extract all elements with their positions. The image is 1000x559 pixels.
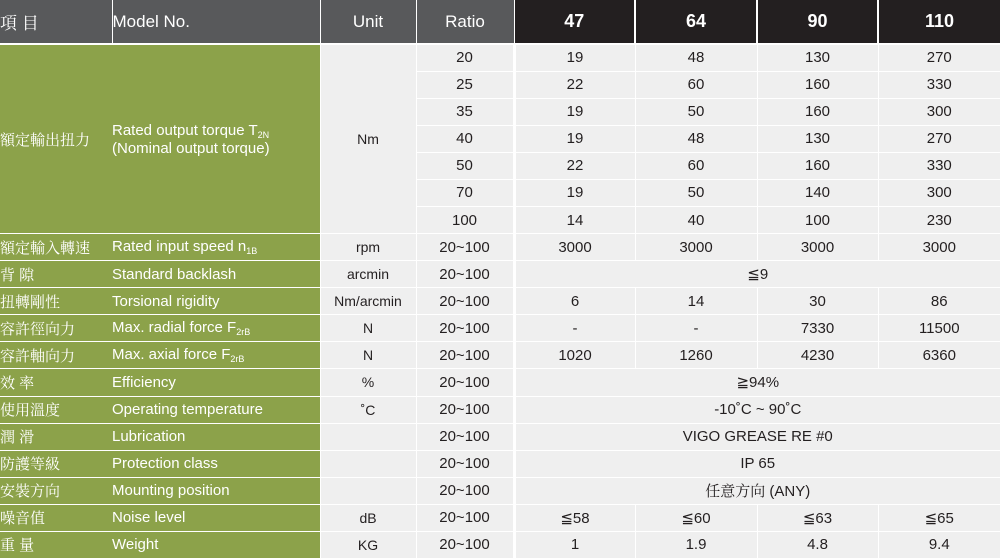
value-cell: 330: [878, 152, 1000, 179]
spec-label-en-text: Efficiency: [112, 373, 176, 391]
spec-label-en: [112, 369, 320, 396]
spec-unit: rpm: [320, 234, 416, 261]
spec-label-zh: 容許軸向力: [0, 342, 112, 369]
spec-label-en: [112, 261, 320, 288]
value-cell: 50: [635, 179, 757, 206]
value-cell: 270: [878, 44, 1000, 71]
spec-label-en-sub: 2rB: [230, 354, 245, 365]
spec-row: [0, 369, 1000, 396]
ratio-cell: 35: [416, 98, 514, 125]
spec-label-en-text: Weight: [112, 536, 159, 554]
torque-label-zh: 額定輸出扭力: [0, 44, 112, 234]
spec-label-zh: 效 率: [0, 369, 112, 396]
ratio-cell: 20~100: [416, 342, 514, 369]
spec-row: [0, 288, 1000, 315]
ratio-cell: 50: [416, 152, 514, 179]
value-cell: 230: [878, 206, 1000, 233]
value-cell: 19: [514, 179, 635, 206]
spec-label-en-text: Operating temperature: [112, 401, 263, 419]
header-unit: Unit: [320, 0, 416, 44]
ratio-cell: 100: [416, 206, 514, 233]
spec-label-zh: 使用溫度: [0, 396, 112, 423]
value-cell: 30: [757, 288, 878, 315]
spec-row: [0, 396, 1000, 423]
spec-label-zh: 背 隙: [0, 261, 112, 288]
value-cell: 48: [635, 44, 757, 71]
value-cell: 160: [757, 152, 878, 179]
value-cell: 3000: [635, 234, 757, 261]
value-cell: 6: [514, 288, 635, 315]
spec-label-zh: 安裝方向: [0, 477, 112, 504]
header-ratio: Ratio: [416, 0, 514, 44]
spec-label-zh: 潤 滑: [0, 423, 112, 450]
spec-label-zh: 容許徑向力: [0, 315, 112, 342]
value-cell: 40: [635, 206, 757, 233]
value-cell: 86: [878, 288, 1000, 315]
ratio-cell: 20: [416, 44, 514, 71]
spec-label-en: [112, 531, 320, 558]
value-cell: -: [635, 315, 757, 342]
value-cell: 7330: [757, 315, 878, 342]
value-cell: 9.4: [878, 531, 1000, 558]
spec-label-en-text: Max. radial force F: [112, 319, 237, 337]
torque-unit: Nm: [320, 44, 416, 234]
ratio-cell: 20~100: [416, 369, 514, 396]
header-model-90: 90: [757, 0, 878, 44]
value-cell: 22: [514, 152, 635, 179]
spec-row: [0, 261, 1000, 288]
spec-row: [0, 531, 1000, 558]
value-cell: 14: [635, 288, 757, 315]
ratio-cell: 20~100: [416, 396, 514, 423]
value-cell: 19: [514, 98, 635, 125]
value-cell: 4.8: [757, 531, 878, 558]
ratio-cell: 20~100: [416, 531, 514, 558]
header-model-47: 47: [514, 0, 635, 44]
spec-label-en-text: Rated input speed n: [112, 238, 247, 256]
value-cell: -: [514, 315, 635, 342]
value-cell: 48: [635, 125, 757, 152]
value-cell: 6360: [878, 342, 1000, 369]
spec-label-en: [112, 396, 320, 423]
value-cell: 50: [635, 98, 757, 125]
spec-label-en-text: Protection class: [112, 455, 218, 473]
spec-unit: arcmin: [320, 261, 416, 288]
value-cell: 300: [878, 98, 1000, 125]
spec-label-en: [112, 504, 320, 531]
value-cell: 140: [757, 179, 878, 206]
ratio-cell: 20~100: [416, 504, 514, 531]
ratio-cell: 25: [416, 71, 514, 98]
spec-unit: dB: [320, 504, 416, 531]
spec-unit: N: [320, 315, 416, 342]
ratio-cell: 20~100: [416, 234, 514, 261]
merged-value-cell: -10˚C ~ 90˚C: [514, 396, 1000, 423]
spec-unit: [320, 423, 416, 450]
spec-label-en-text: Noise level: [112, 509, 186, 527]
value-cell: 130: [757, 125, 878, 152]
spec-label-en: [112, 342, 320, 369]
ratio-cell: 20~100: [416, 450, 514, 477]
value-cell: ≦58: [514, 504, 635, 531]
header-model-110: 110: [878, 0, 1000, 44]
spec-unit: N: [320, 342, 416, 369]
spec-label-en-text: Lubrication: [112, 428, 186, 446]
value-cell: 60: [635, 71, 757, 98]
value-cell: 130: [757, 44, 878, 71]
torque-label-en: [112, 44, 320, 234]
value-cell: 60: [635, 152, 757, 179]
spec-row: [0, 423, 1000, 450]
value-cell: 270: [878, 125, 1000, 152]
value-cell: 1020: [514, 342, 635, 369]
ratio-cell: 20~100: [416, 315, 514, 342]
value-cell: 3000: [514, 234, 635, 261]
merged-value-cell: 任意方向 (ANY): [514, 477, 1000, 504]
spec-unit: [320, 450, 416, 477]
value-cell: 1260: [635, 342, 757, 369]
torque-label-en-line2: (Nominal output torque): [112, 139, 270, 157]
spec-label-zh: 重 量: [0, 531, 112, 558]
value-cell: ≦60: [635, 504, 757, 531]
ratio-cell: 40: [416, 125, 514, 152]
header-row: [0, 0, 1000, 44]
value-cell: 300: [878, 179, 1000, 206]
value-cell: 19: [514, 44, 635, 71]
merged-value-cell: VIGO GREASE RE #0: [514, 423, 1000, 450]
value-cell: 330: [878, 71, 1000, 98]
spec-label-zh: 防護等級: [0, 450, 112, 477]
spec-label-en-text: Torsional rigidity: [112, 292, 220, 310]
value-cell: 3000: [878, 234, 1000, 261]
spec-unit: %: [320, 369, 416, 396]
merged-value-cell: IP 65: [514, 450, 1000, 477]
value-cell: 100: [757, 206, 878, 233]
value-cell: 1.9: [635, 531, 757, 558]
spec-label-en-sub: 1B: [246, 246, 258, 257]
torque-label-en-line1: Rated output torque T: [112, 121, 258, 139]
spec-unit: ˚C: [320, 396, 416, 423]
spec-unit: KG: [320, 531, 416, 558]
value-cell: ≦63: [757, 504, 878, 531]
merged-value-cell: ≦9: [514, 261, 1000, 288]
torque-label-en-sub: 2N: [257, 129, 270, 140]
value-cell: 160: [757, 71, 878, 98]
header-model: Model No.: [112, 0, 320, 44]
spec-label-en-sub: 2rB: [236, 327, 251, 338]
spec-row: [0, 477, 1000, 504]
spec-row: [0, 315, 1000, 342]
value-cell: 22: [514, 71, 635, 98]
ratio-cell: 20~100: [416, 423, 514, 450]
ratio-cell: 20~100: [416, 477, 514, 504]
spec-label-zh: 扭轉剛性: [0, 288, 112, 315]
spec-label-en: [112, 450, 320, 477]
ratio-cell: 70: [416, 179, 514, 206]
spec-label-en-text: Max. axial force F: [112, 346, 231, 364]
value-cell: 11500: [878, 315, 1000, 342]
header-model-64: 64: [635, 0, 757, 44]
spec-label-en: [112, 477, 320, 504]
value-cell: 160: [757, 98, 878, 125]
spec-label-en: [112, 423, 320, 450]
header-item: 項 目: [0, 0, 112, 44]
spec-label-en: [112, 315, 320, 342]
spec-row: [0, 342, 1000, 369]
spec-label-en: [112, 288, 320, 315]
spec-label-zh: 噪音值: [0, 504, 112, 531]
value-cell: 19: [514, 125, 635, 152]
torque-row: [0, 44, 1000, 71]
spec-label-zh: 額定輸入轉速: [0, 234, 112, 261]
spec-label-en: [112, 234, 320, 261]
ratio-cell: 20~100: [416, 288, 514, 315]
value-cell: 4230: [757, 342, 878, 369]
spec-unit: Nm/arcmin: [320, 288, 416, 315]
merged-value-cell: ≧94%: [514, 369, 1000, 396]
spec-label-en-text: Standard backlash: [112, 265, 237, 283]
value-cell: 1: [514, 531, 635, 558]
spec-row: [0, 234, 1000, 261]
spec-unit: [320, 477, 416, 504]
value-cell: ≦65: [878, 504, 1000, 531]
spec-label-en-text: Mounting position: [112, 482, 230, 500]
value-cell: 14: [514, 206, 635, 233]
value-cell: 3000: [757, 234, 878, 261]
ratio-cell: 20~100: [416, 261, 514, 288]
spec-row: [0, 450, 1000, 477]
spec-row: [0, 504, 1000, 531]
